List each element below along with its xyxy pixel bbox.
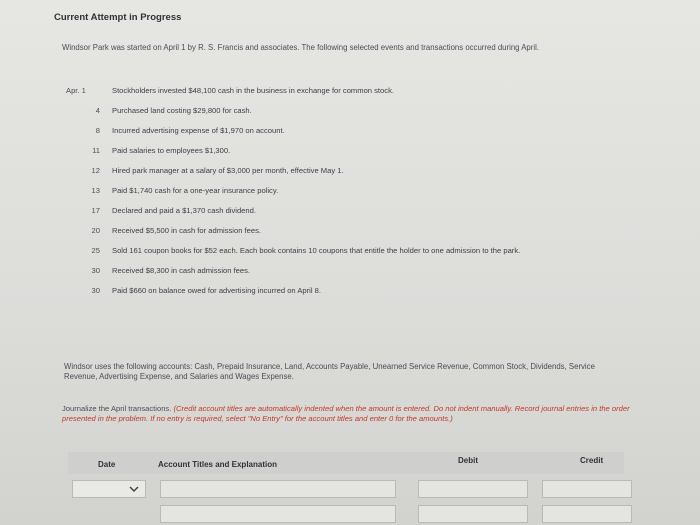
event-description: Paid salaries to employees $1,300. <box>112 146 231 155</box>
event-description: Paid $1,740 cash for a one-year insurance policy. <box>112 186 279 195</box>
account-title-input[interactable] <box>160 505 396 523</box>
event-date: 25 <box>91 246 100 255</box>
status-header: Current Attempt in Progress <box>54 12 182 23</box>
event-description: Received $5,500 in cash for admission fees. <box>112 226 262 235</box>
chevron-down-icon <box>129 484 139 494</box>
credit-column-header: Credit <box>580 456 604 465</box>
debit-input[interactable] <box>418 480 528 498</box>
event-date: 30 <box>91 286 100 295</box>
account-title-input[interactable] <box>160 480 396 498</box>
instructions-main: Journalize the April transactions. <box>62 404 172 413</box>
event-date: 13 <box>91 186 100 195</box>
event-description: Stockholders invested $48,100 cash in the business in exchange for common stock. <box>112 86 394 95</box>
event-date: 20 <box>91 226 100 235</box>
instructions-warning: (Credit account titles are automatically indented when the amount is entered. Do not indent manually. Record journal entries in the order presented in the problem. If no entry is required, select "No Entry" for the account titles and enter 0 for the amounts.) <box>62 404 630 423</box>
event-description: Incurred advertising expense of $1,970 on account. <box>112 126 285 135</box>
event-date: 11 <box>92 146 100 155</box>
event-description: Hired park manager at a salary of $3,000 per month, effective May 1. <box>112 166 344 175</box>
list-item <box>66 266 626 286</box>
debit-column-header: Debit <box>458 456 478 465</box>
problem-intro: Windsor Park was started on April 1 by R. S. Francis and associates. The following selected events and transactions occurred during April. <box>62 43 539 52</box>
event-description: Declared and paid a $1,370 cash dividend. <box>112 206 256 215</box>
event-date: 4 <box>95 106 100 115</box>
list-item <box>66 186 626 206</box>
event-description: Paid $660 on balance owed for advertising incurred on April 8. <box>112 286 321 295</box>
credit-input[interactable] <box>542 505 632 523</box>
credit-input[interactable] <box>542 480 632 498</box>
list-item <box>66 226 626 246</box>
event-date: 30 <box>91 266 100 275</box>
event-date: 12 <box>91 166 100 175</box>
list-item <box>66 146 626 166</box>
event-description: Received $8,300 in cash admission fees. <box>112 266 251 275</box>
journal-entry-row <box>72 480 632 500</box>
accounts-list-text: Windsor uses the following accounts: Cash, Prepaid Insurance, Land, Accounts Payable, Unearned Service Revenue, Common Stock, Dividends, Service Revenue, Advertising Expense, and Salaries and Wages Expense. <box>64 362 595 381</box>
event-date: 8 <box>95 126 100 135</box>
list-item <box>66 286 626 306</box>
journal-table-header <box>68 452 624 474</box>
event-description: Sold 161 coupon books for $52 each. Each book contains 10 coupons that entitle the holder to one admission to the park. <box>112 246 521 255</box>
list-item <box>66 126 626 146</box>
list-item <box>66 86 626 106</box>
instructions <box>62 404 632 424</box>
date-dropdown[interactable] <box>72 480 146 498</box>
list-item <box>66 246 626 266</box>
events-list <box>66 86 626 306</box>
account-column-header: Account Titles and Explanation <box>158 460 277 469</box>
debit-input[interactable] <box>418 505 528 523</box>
list-item <box>66 106 626 126</box>
list-item <box>66 206 626 226</box>
event-date: 17 <box>91 206 100 215</box>
date-column-header: Date <box>98 460 116 469</box>
event-description: Purchased land costing $29,800 for cash. <box>112 106 252 115</box>
event-date: Apr. 1 <box>66 86 86 95</box>
journal-entry-row <box>72 505 632 525</box>
list-item <box>66 166 626 186</box>
